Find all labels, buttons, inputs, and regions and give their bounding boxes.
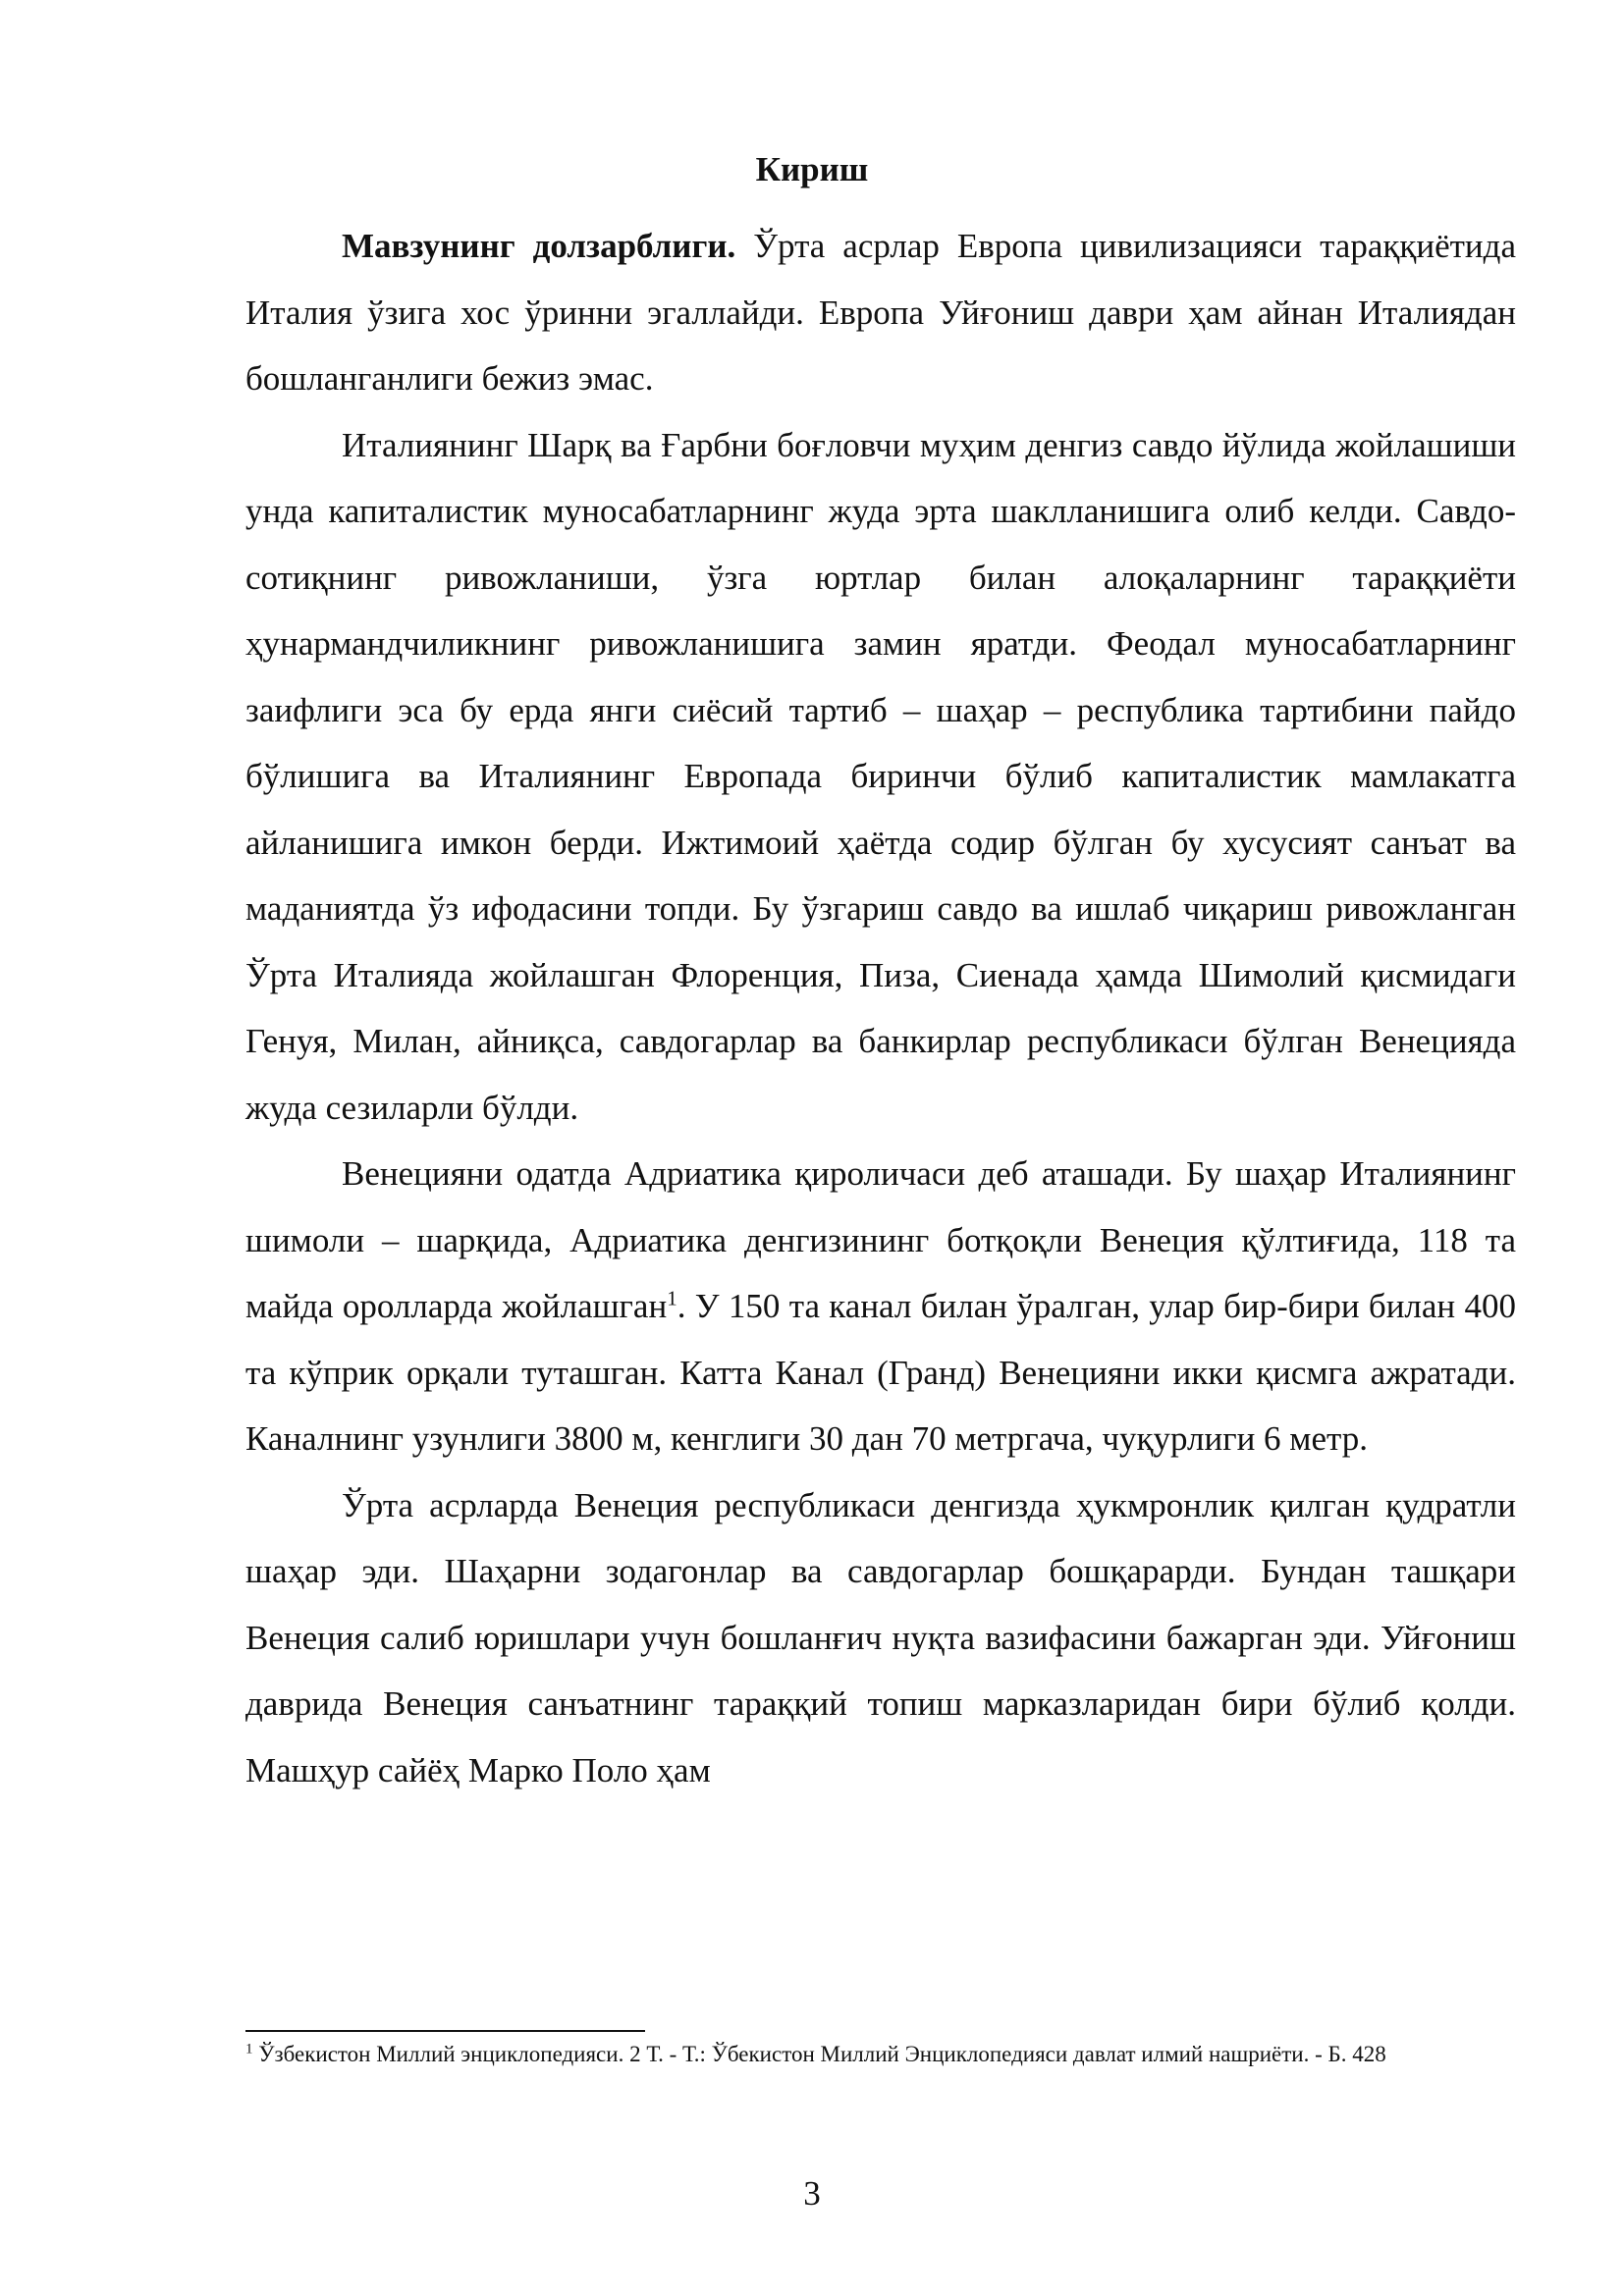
body-text	[245, 213, 1516, 1803]
paragraph-text: Венецияни одатда Адриатика қироличаси деб аташади. Бу шаҳар Италиянинг шимоли – шарқида, Адриатика денгизининг ботқоқли Венеция қўлтиғида, 118 та майда оролларда жойлашган	[245, 1154, 1516, 1325]
footnote	[245, 2039, 1516, 2070]
page-number: 3	[803, 2174, 821, 2213]
paragraph-text: Ўрта асрлар Европа цивилизацияси тараққиётида Италия ўзига хос ўринни эгаллайди. Европа Уйғониш даври ҳам айнан Италиядан бошланганлиги бежиз эмас.	[245, 227, 1516, 398]
paragraph-venice-republic: Ўрта асрларда Венеция республикаси денгизда ҳукмронлик қилган қудратли шаҳар эди. Шаҳарни зодагонлар ва савдогарлар бошқарарди. Бундан ташқари Венеция салиб юришлари учун бошланғич нуқта вазифасини бажарган эди. Уйғониш даврида Венеция санъатнинг тараққий топиш марказларидан бири бўлиб қолди. Машҳур сайёҳ Марко Поло ҳам	[245, 1485, 1516, 1789]
paragraph-relevance	[245, 213, 1516, 412]
paragraph-italy-trade: Италиянинг Шарқ ва Ғарбни боғловчи муҳим денгиз савдо йўлида жойлашиши унда капиталистик муносабатларнинг жуда эрта шаклланишига олиб келди. Савдо-сотиқнинг ривожланиши, ўзга юртлар билан алоқаларнинг тараққиёти ҳунармандчиликнинг ривожланишига замин яратди. Феодал муносабатларнинг заифлиги эса бу ерда янги сиёсий тартиб – шаҳар – республика тартибини пайдо бўлишига ва Италиянинг Европада биринчи бўлиб капиталистик мамлакатга айланишига имкон берди. Ижтимоий ҳаётда содир бўлган бу хусусият санъат ва маданиятда ўз ифодасини топди. Бу ўзгариш савдо ва ишлаб чиқариш ривожланган Ўрта Италияда жойлашган Флоренция, Пиза, Сиенада ҳамда Шимолий қисмидаги Генуя, Милан, айниқса, савдогарлар ва банкирлар республикаси бўлган Венецияда жуда сезиларли бўлди.	[245, 425, 1516, 1127]
footnote-text: Ўзбекистон Миллий энциклопедияси. 2 Т. - Т.: Ўбекистон Миллий Энциклопедияси давлат илмий нашриёти. - Б. 428	[252, 2042, 1386, 2066]
footnote-marker: 1	[245, 2041, 253, 2057]
footnote-separator	[245, 2030, 645, 2032]
paragraph-text: . У 150 та канал билан ўралган, улар бир-бири билан 400 та кўприк орқали туташган. Катта Канал (Гранд) Венецияни икки қисмга ажратади. Каналнинг узунлиги 3800 м, кенглиги 30 дан 70 метргача, чуқурлиги 6 метр.	[245, 1287, 1516, 1458]
footnote-reference: 1	[667, 1286, 677, 1310]
section-title: Кириш	[755, 150, 869, 188]
paragraph-venice	[245, 1141, 1516, 1472]
relevance-heading: Мавзунинг долзарблиги.	[342, 227, 736, 265]
